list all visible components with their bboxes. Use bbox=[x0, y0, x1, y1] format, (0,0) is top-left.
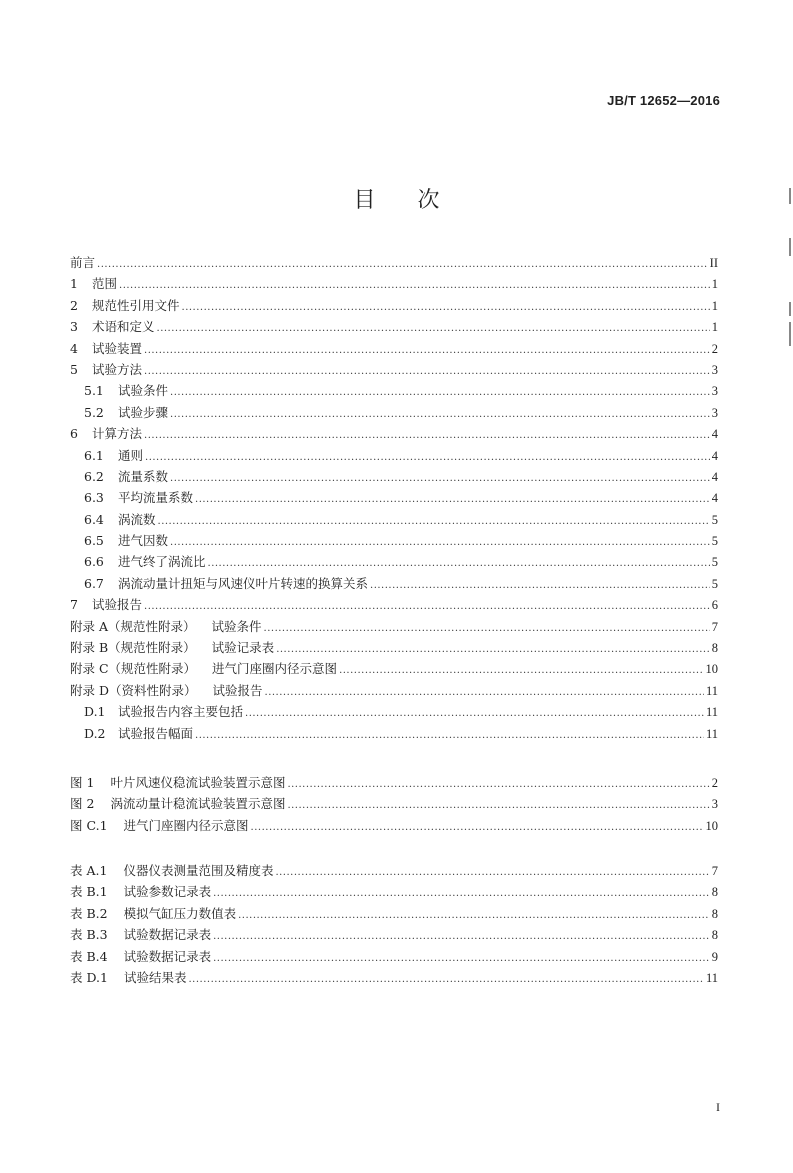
toc-entry[interactable] bbox=[70, 723, 718, 744]
toc-entry-title: 流量系数 bbox=[118, 468, 169, 484]
toc-entry-label bbox=[70, 793, 285, 814]
dot-leader bbox=[238, 905, 710, 926]
toc-entry-number: 附录 D（资料性附录） bbox=[70, 682, 197, 698]
toc-entry[interactable] bbox=[70, 881, 718, 902]
toc-entry-page: 5 bbox=[711, 534, 718, 549]
dot-leader bbox=[287, 774, 709, 795]
toc-entry-title: 试验报告 bbox=[212, 682, 263, 698]
toc-entry[interactable] bbox=[70, 793, 718, 814]
dot-leader bbox=[97, 254, 708, 275]
toc-entry[interactable] bbox=[70, 701, 718, 722]
dot-leader bbox=[170, 382, 710, 403]
dot-leader bbox=[157, 318, 710, 339]
toc-entry-label bbox=[70, 573, 368, 594]
scan-edge-mark bbox=[789, 302, 791, 316]
dot-leader bbox=[264, 618, 710, 639]
toc-entry-number: 2 bbox=[70, 297, 78, 313]
toc-entry[interactable] bbox=[70, 551, 718, 572]
dot-leader bbox=[144, 361, 710, 382]
toc-entry-title: 试验条件 bbox=[118, 383, 169, 399]
dot-leader bbox=[170, 404, 710, 425]
toc-entry-number: 图 1 bbox=[70, 775, 95, 790]
toc-entry-title: 试验报告幅面 bbox=[118, 725, 194, 741]
toc-entry-label bbox=[70, 701, 243, 722]
toc-entry-page: 2 bbox=[711, 776, 718, 790]
toc-entry-title: 前言 bbox=[70, 255, 96, 270]
toc-entry-page: 6 bbox=[711, 598, 718, 613]
toc-entry-title: 范围 bbox=[92, 276, 118, 292]
scan-edge-mark bbox=[789, 188, 791, 204]
toc-entry-title: 进气因数 bbox=[118, 533, 169, 549]
toc-entry-title: 试验方法 bbox=[92, 361, 143, 377]
toc-entry-title: 通则 bbox=[118, 447, 144, 463]
toc-entry-page: 5 bbox=[711, 576, 718, 591]
toc-entry[interactable] bbox=[70, 509, 718, 530]
toc-entry-page: 5 bbox=[711, 512, 718, 527]
toc-entry-page: 1 bbox=[711, 277, 718, 292]
toc-entry-number: 表 B.2 bbox=[70, 905, 108, 921]
toc-entry-title: 试验结果表 bbox=[123, 969, 187, 985]
toc-entry[interactable] bbox=[70, 402, 718, 423]
toc-entry[interactable] bbox=[70, 680, 718, 701]
toc-entry[interactable] bbox=[70, 967, 718, 988]
toc-entry-page: 7 bbox=[711, 864, 718, 878]
toc-entry-title: 术语和定义 bbox=[92, 319, 155, 335]
toc-entry-label bbox=[70, 815, 249, 836]
dot-leader bbox=[275, 862, 709, 883]
toc-entry-page: 3 bbox=[711, 797, 718, 812]
dot-leader bbox=[182, 297, 710, 318]
standard-code: JB/T 12652—2016 bbox=[607, 93, 720, 108]
toc-entry-label bbox=[70, 402, 168, 423]
dot-leader bbox=[265, 682, 704, 703]
toc-entry-page: 8 bbox=[711, 641, 718, 656]
toc-entry-label bbox=[70, 881, 211, 902]
toc-entry[interactable] bbox=[70, 903, 718, 924]
toc-entry-number: 5.2 bbox=[84, 404, 104, 420]
toc-entry-title: 涡流动量计稳流试验装置示意图 bbox=[110, 796, 286, 812]
dot-leader bbox=[144, 425, 710, 446]
toc-entry-label bbox=[70, 860, 273, 881]
toc-entry-number: 附录 A（规范性附录） bbox=[70, 618, 196, 634]
toc-entry-page: 8 bbox=[711, 885, 718, 900]
toc-entry-label bbox=[70, 509, 156, 530]
dot-leader bbox=[370, 575, 710, 596]
dot-leader bbox=[208, 553, 710, 574]
toc-entry-label bbox=[70, 273, 117, 294]
toc-entry-page: 5 bbox=[711, 555, 718, 570]
toc-entry-number: 6.1 bbox=[84, 447, 104, 463]
toc-entry[interactable] bbox=[70, 573, 718, 594]
toc-entry-title: 涡流数 bbox=[118, 511, 156, 527]
toc-entry-page: 1 bbox=[711, 320, 718, 335]
toc-entry-number: 3 bbox=[70, 319, 78, 335]
toc-entry-number: 表 A.1 bbox=[70, 863, 108, 878]
toc-entry-title: 涡流动量计扭矩与风速仪叶片转速的换算关系 bbox=[118, 575, 369, 591]
toc-entry[interactable] bbox=[70, 295, 718, 316]
toc-entry-title: 试验装置 bbox=[92, 340, 143, 356]
toc-sections bbox=[70, 252, 718, 744]
toc-entry-page: 3 bbox=[711, 362, 718, 377]
toc-entry-number: 附录 C（规范性附录） bbox=[70, 661, 197, 677]
toc-entry-number: D.2 bbox=[84, 725, 106, 741]
dot-leader bbox=[144, 340, 710, 361]
toc-entry-label bbox=[70, 772, 285, 793]
toc-entry-title: 试验记录表 bbox=[211, 640, 275, 656]
toc-entry-number: 图 C.1 bbox=[70, 817, 108, 833]
toc-entry[interactable] bbox=[70, 772, 718, 793]
dot-leader bbox=[170, 532, 710, 553]
toc-entry-title: 仪器仪表测量范围及精度表 bbox=[123, 863, 274, 878]
toc-entry-number: 6.4 bbox=[84, 511, 104, 527]
toc-entry[interactable] bbox=[70, 860, 718, 881]
dot-leader bbox=[245, 703, 704, 724]
toc-entry-title: 平均流量系数 bbox=[118, 490, 194, 506]
toc-entry-label bbox=[70, 637, 274, 658]
dot-leader bbox=[170, 468, 710, 489]
toc-entry-page: 11 bbox=[705, 726, 718, 741]
toc-entry-title: 进气门座圈内径示意图 bbox=[123, 817, 249, 833]
toc-entry[interactable] bbox=[70, 924, 718, 945]
toc-entry-page: 9 bbox=[711, 949, 718, 964]
toc-entry-number: 6.6 bbox=[84, 554, 104, 570]
toc-entry[interactable] bbox=[70, 815, 718, 836]
toc-entry-title: 进气终了涡流比 bbox=[118, 554, 206, 570]
toc-entry-number: 表 D.1 bbox=[70, 969, 108, 985]
toc-entry-number: 4 bbox=[70, 340, 78, 356]
toc-entry-number: 6.7 bbox=[84, 575, 104, 591]
toc-entry-title: 试验数据记录表 bbox=[123, 948, 212, 964]
title-char-2: 次 bbox=[417, 188, 440, 213]
toc-entry-number: 表 B.1 bbox=[70, 884, 108, 900]
toc-entry-label bbox=[70, 903, 236, 924]
toc-entry[interactable] bbox=[70, 423, 718, 444]
toc-entry-label bbox=[70, 380, 168, 401]
toc-entry-label bbox=[70, 466, 168, 487]
toc-entry-number: 6.5 bbox=[84, 533, 104, 549]
toc-entry[interactable] bbox=[70, 530, 718, 551]
dot-leader bbox=[195, 489, 710, 510]
toc-entry-number: 表 B.3 bbox=[70, 927, 108, 943]
toc-entry-page: II bbox=[709, 256, 718, 270]
toc-entry[interactable] bbox=[70, 487, 718, 508]
toc-entry-number: 1 bbox=[70, 276, 78, 292]
toc-entry-page: 8 bbox=[711, 928, 718, 943]
toc-entry[interactable] bbox=[70, 316, 718, 337]
toc-entry-label bbox=[70, 487, 193, 508]
toc-entry-label bbox=[70, 616, 262, 637]
dot-leader bbox=[195, 725, 704, 746]
dot-leader bbox=[213, 926, 710, 947]
toc-entry-title: 试验数据记录表 bbox=[123, 927, 212, 943]
dot-leader bbox=[189, 969, 704, 990]
toc-entry-page: 4 bbox=[711, 448, 718, 463]
toc-entry-title: 试验参数记录表 bbox=[123, 884, 212, 900]
toc-entry-page: 11 bbox=[705, 683, 718, 698]
toc-entry-title: 试验条件 bbox=[211, 618, 262, 634]
toc-entry[interactable] bbox=[70, 946, 718, 967]
toc-entry-label bbox=[70, 338, 142, 359]
toc-entry-title: 试验步骤 bbox=[118, 404, 169, 420]
toc-entry-title: 试验报告 bbox=[92, 597, 143, 613]
toc-entry-title: 试验报告内容主要包括 bbox=[118, 704, 244, 720]
toc-entry-label bbox=[70, 423, 142, 444]
toc-tables bbox=[70, 860, 718, 988]
toc-entry-number: 6.2 bbox=[84, 468, 104, 484]
toc-entry[interactable] bbox=[70, 594, 718, 615]
toc-entry-label bbox=[70, 530, 168, 551]
toc-entry-label bbox=[70, 658, 337, 679]
toc-entry-page: 8 bbox=[711, 906, 718, 921]
dot-leader bbox=[213, 948, 710, 969]
toc-entry-number: 6.3 bbox=[84, 490, 104, 506]
toc-entry-page: 4 bbox=[711, 469, 718, 484]
toc-entry-label bbox=[70, 924, 211, 945]
toc-entry-page: 4 bbox=[711, 427, 718, 442]
toc-entry-page: 10 bbox=[705, 662, 718, 677]
toc-entry-title: 计算方法 bbox=[92, 426, 143, 442]
toc-entry-label bbox=[70, 946, 211, 967]
toc-entry[interactable] bbox=[70, 338, 718, 359]
toc-entry-page: 1 bbox=[711, 298, 718, 313]
toc-entry[interactable] bbox=[70, 252, 718, 273]
toc-entry-label bbox=[70, 723, 193, 744]
toc-entry-page: 10 bbox=[705, 818, 718, 833]
toc-entry-page: 11 bbox=[705, 705, 718, 720]
dot-leader bbox=[145, 447, 710, 468]
toc-entry-title: 模拟气缸压力数值表 bbox=[123, 905, 237, 921]
toc-entry-title: 规范性引用文件 bbox=[92, 297, 180, 313]
toc-entry-page: 3 bbox=[711, 384, 718, 399]
title-char-1: 目 bbox=[353, 188, 376, 213]
toc-entry[interactable] bbox=[70, 466, 718, 487]
toc-entry-number: D.1 bbox=[84, 704, 106, 720]
scan-edge-mark bbox=[789, 322, 791, 346]
toc-entry-page: 11 bbox=[705, 970, 718, 985]
dot-leader bbox=[158, 511, 710, 532]
toc-entry-label bbox=[70, 252, 95, 273]
dot-leader bbox=[213, 883, 710, 904]
page-number: I bbox=[716, 1100, 720, 1114]
toc-entry-title: 进气门座圈内径示意图 bbox=[212, 661, 338, 677]
toc-entry-page: 3 bbox=[711, 405, 718, 420]
toc-entry-page: 7 bbox=[711, 619, 718, 634]
toc-entry-label bbox=[70, 551, 206, 572]
toc-entry[interactable] bbox=[70, 445, 718, 466]
toc-entry-label bbox=[70, 445, 143, 466]
toc-entry[interactable] bbox=[70, 637, 718, 658]
toc-entry-title: 叶片风速仪稳流试验装置示意图 bbox=[110, 775, 286, 790]
page-title bbox=[0, 183, 793, 214]
dot-leader bbox=[251, 817, 704, 838]
dot-leader bbox=[287, 795, 709, 816]
toc-entry-page: 4 bbox=[711, 491, 718, 506]
toc-entry-number: 附录 B（规范性附录） bbox=[70, 640, 196, 656]
toc-entry-number: 5 bbox=[70, 361, 78, 377]
toc-figures bbox=[70, 772, 718, 836]
toc-entry[interactable] bbox=[70, 658, 718, 679]
toc-entry-label bbox=[70, 967, 187, 988]
toc-entry-number: 表 B.4 bbox=[70, 948, 108, 964]
toc-entry-number: 7 bbox=[70, 597, 78, 613]
toc-entry[interactable] bbox=[70, 616, 718, 637]
dot-leader bbox=[119, 275, 710, 296]
toc-entry-number: 图 2 bbox=[70, 796, 95, 812]
toc-entry-label bbox=[70, 295, 180, 316]
toc-entry-label bbox=[70, 316, 155, 337]
dot-leader bbox=[339, 660, 703, 681]
toc-entry-label bbox=[70, 594, 142, 615]
toc-entry[interactable] bbox=[70, 273, 718, 294]
toc-entry[interactable] bbox=[70, 380, 718, 401]
toc-entry[interactable] bbox=[70, 359, 718, 380]
toc-entry-page: 2 bbox=[711, 341, 718, 356]
scan-edge-mark bbox=[789, 238, 791, 256]
toc-entry-label bbox=[70, 680, 263, 701]
toc-entry-label bbox=[70, 359, 142, 380]
toc-entry-number: 6 bbox=[70, 426, 78, 442]
dot-leader bbox=[144, 596, 710, 617]
toc-entry-number: 5.1 bbox=[84, 383, 104, 399]
dot-leader bbox=[276, 639, 710, 660]
